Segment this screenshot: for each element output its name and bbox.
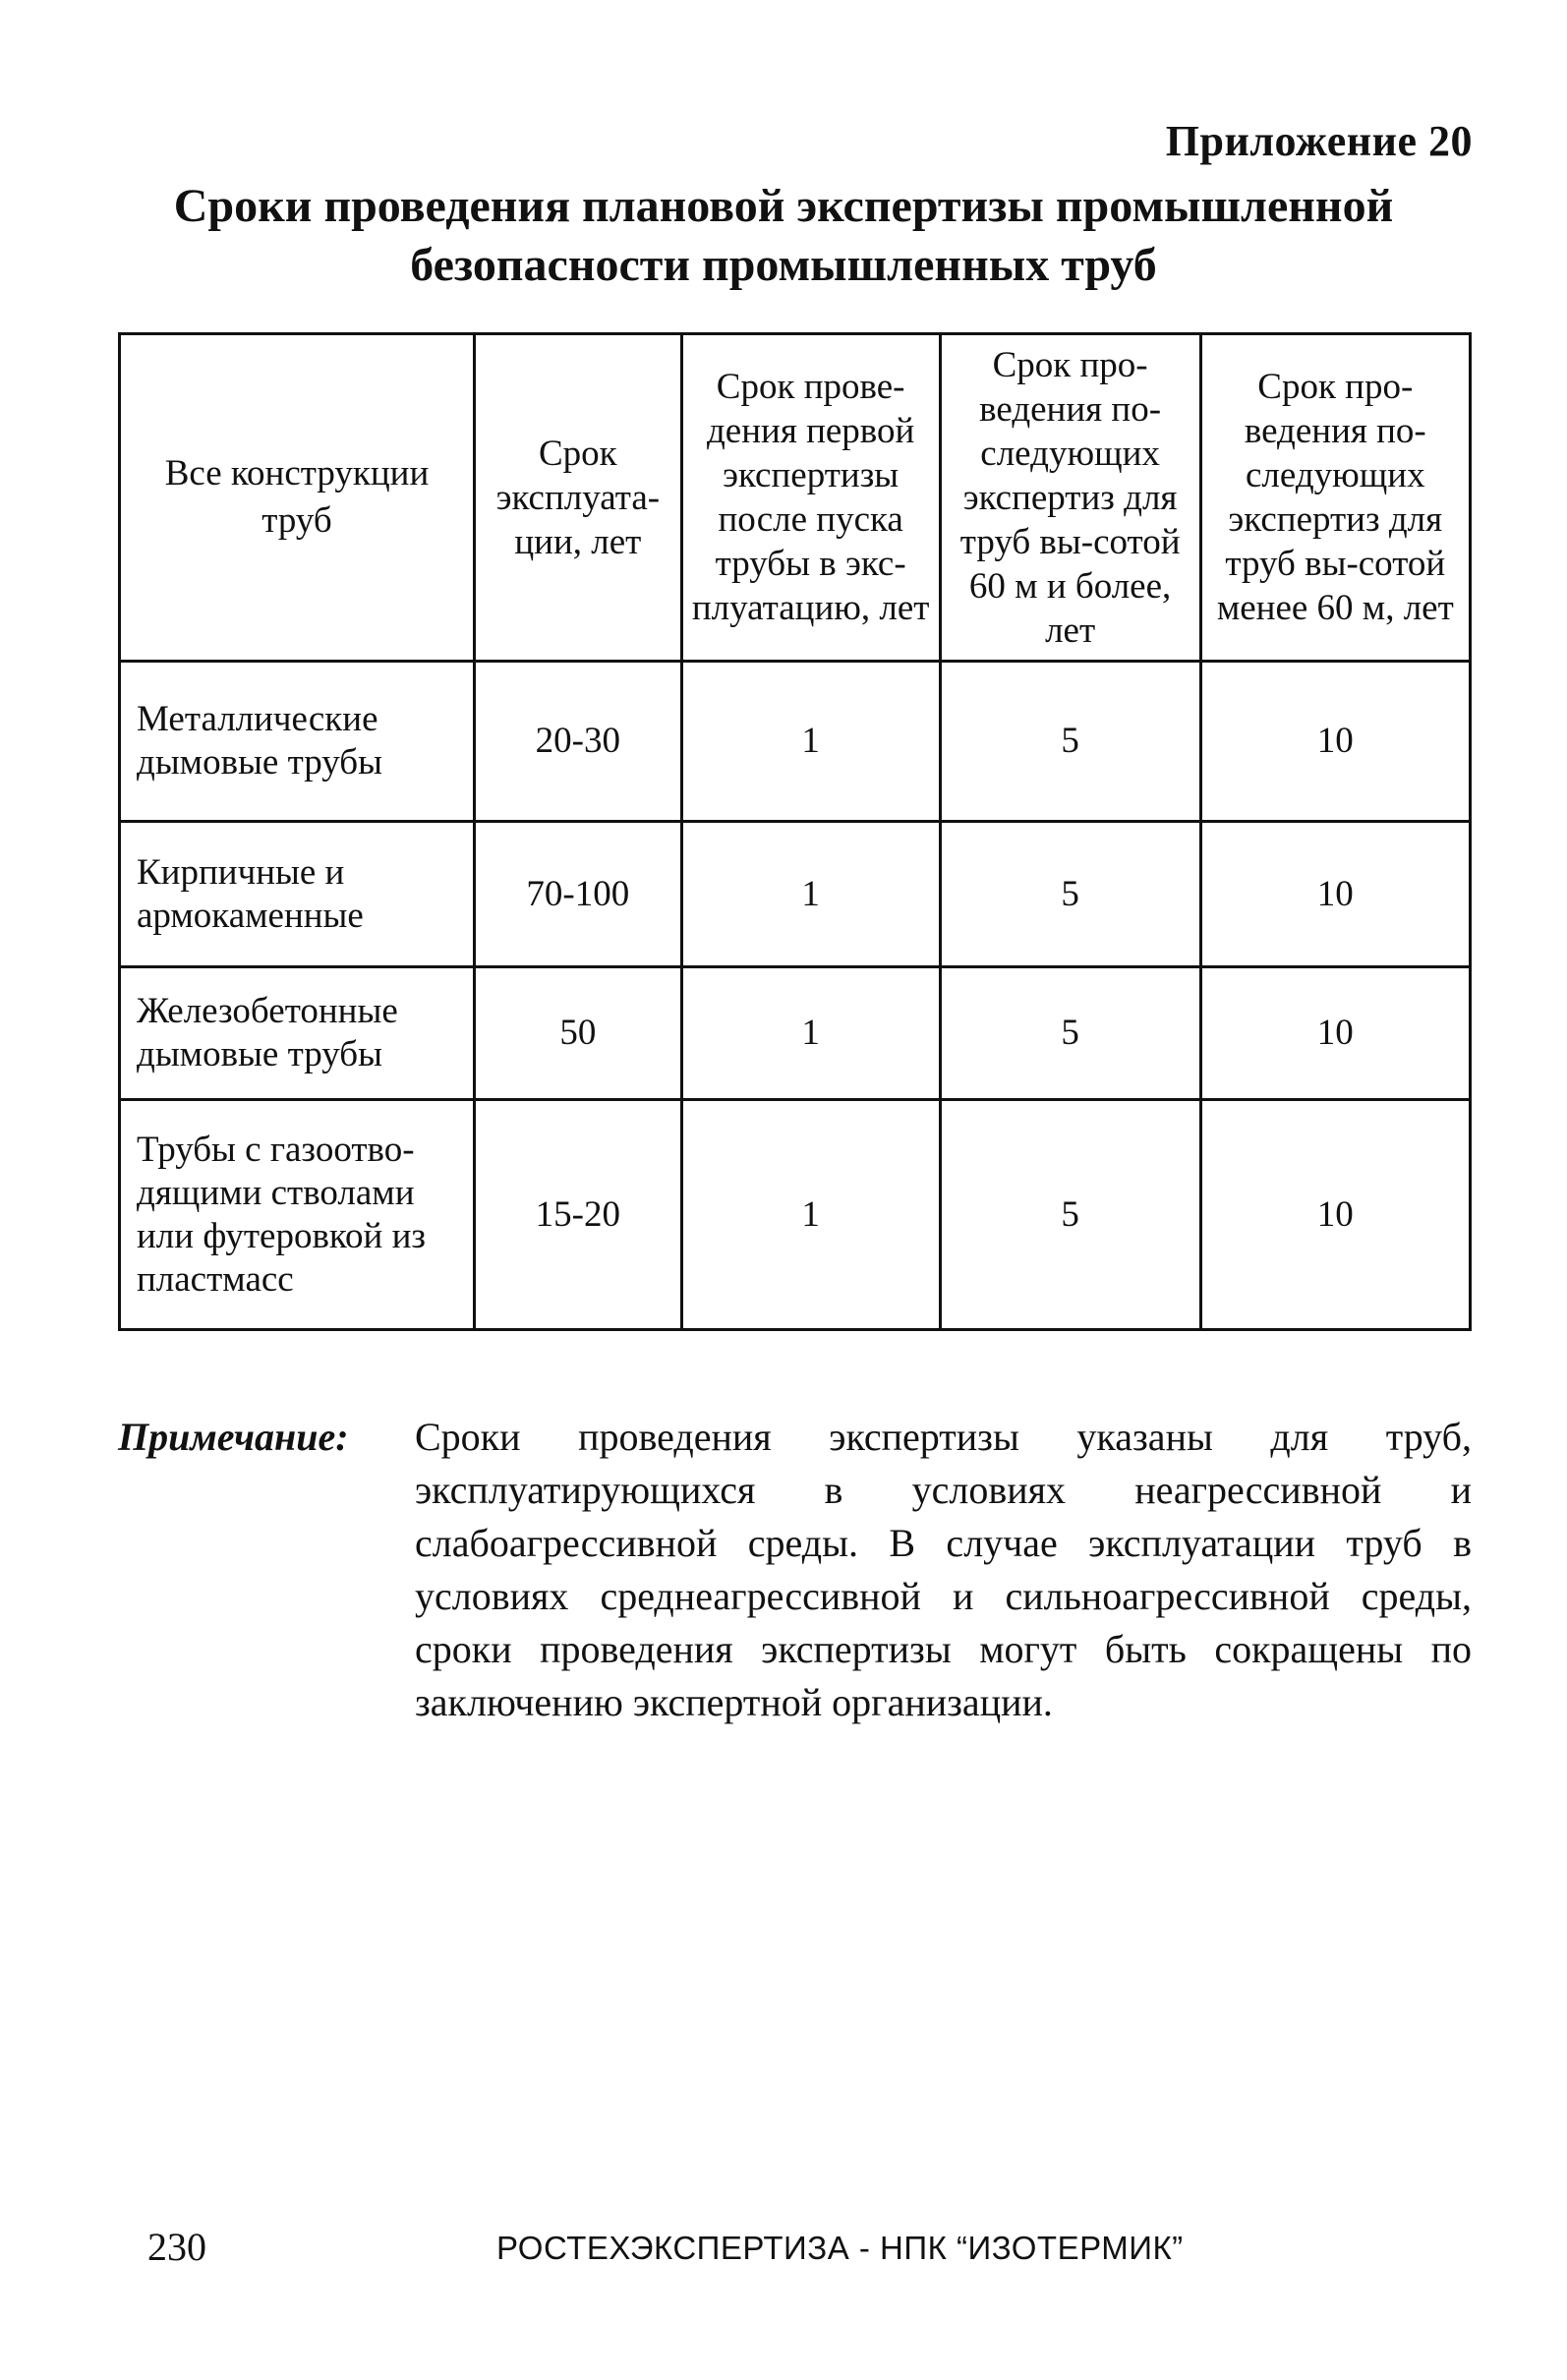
table-row (120, 1100, 1471, 1330)
footer-publisher: РОСТЕХЭКСПЕРТИЗА - НПК “ИЗОТЕРМИК” (496, 2230, 1184, 2266)
header-subsequent-under-60m: Срок про-ведения по-следующих экспертиз для труб вы-сотой менее 60 м, лет (1200, 334, 1470, 662)
cell-service-life: 15-20 (474, 1100, 681, 1330)
cell-subsequent-60m-plus: 5 (940, 662, 1200, 822)
cell-subsequent-under-60m: 10 (1200, 662, 1470, 822)
cell-first-inspection: 1 (681, 967, 940, 1100)
header-subsequent-60m-plus: Срок про-ведения по-следующих экспертиз для труб вы-сотой 60 м и более, лет (940, 334, 1200, 662)
cell-construction: Трубы с газоотво-дящими стволами или футеровкой из пластмасс (120, 1100, 475, 1330)
note-label: Примечание: (118, 1415, 349, 1459)
cell-first-inspection: 1 (681, 662, 940, 822)
page-title (118, 177, 1449, 295)
table-header-row (120, 334, 1471, 662)
header-constructions: Все конструкции труб (120, 334, 475, 662)
cell-construction: Металлические дымовые трубы (120, 662, 475, 822)
cell-subsequent-60m-plus: 5 (940, 822, 1200, 967)
inspection-terms-table (118, 332, 1472, 1331)
note-text: Сроки проведения экспертизы указаны для труб, эксплуатирующихся в условиях неагрессивной и слабоагрессивной среды. В случае эксплуатации труб в условиях среднеагрессивной и сильноагрессивной среды, сроки проведения экспертизы могут быть сокращены по заключению экспертной организации. (415, 1415, 1472, 1724)
cell-service-life: 50 (474, 967, 681, 1100)
cell-first-inspection: 1 (681, 822, 940, 967)
cell-subsequent-under-60m: 10 (1200, 967, 1470, 1100)
cell-service-life: 70-100 (474, 822, 681, 967)
cell-service-life: 20-30 (474, 662, 681, 822)
cell-subsequent-60m-plus: 5 (940, 967, 1200, 1100)
cell-construction: Железобетонные дымовые трубы (120, 967, 475, 1100)
appendix-label: Приложение 20 (1165, 117, 1473, 165)
cell-first-inspection: 1 (681, 1100, 940, 1330)
header-first-inspection: Срок прове-дения первой экспертизы после пуска трубы в экс-плуатацию, лет (681, 334, 940, 662)
title-line-2: безопасности промышленных труб (410, 239, 1157, 291)
cell-subsequent-under-60m: 10 (1200, 822, 1470, 967)
cell-construction: Кирпичные и армокаменные (120, 822, 475, 967)
header-service-life: Срок эксплуата-ции, лет (474, 334, 681, 662)
table-row (120, 662, 1471, 822)
title-line-1: Сроки проведения плановой экспертизы промышленной (173, 180, 1394, 232)
cell-subsequent-under-60m: 10 (1200, 1100, 1470, 1330)
page-number: 230 (147, 2225, 206, 2269)
table-row (120, 967, 1471, 1100)
table-row (120, 822, 1471, 967)
cell-subsequent-60m-plus: 5 (940, 1100, 1200, 1330)
